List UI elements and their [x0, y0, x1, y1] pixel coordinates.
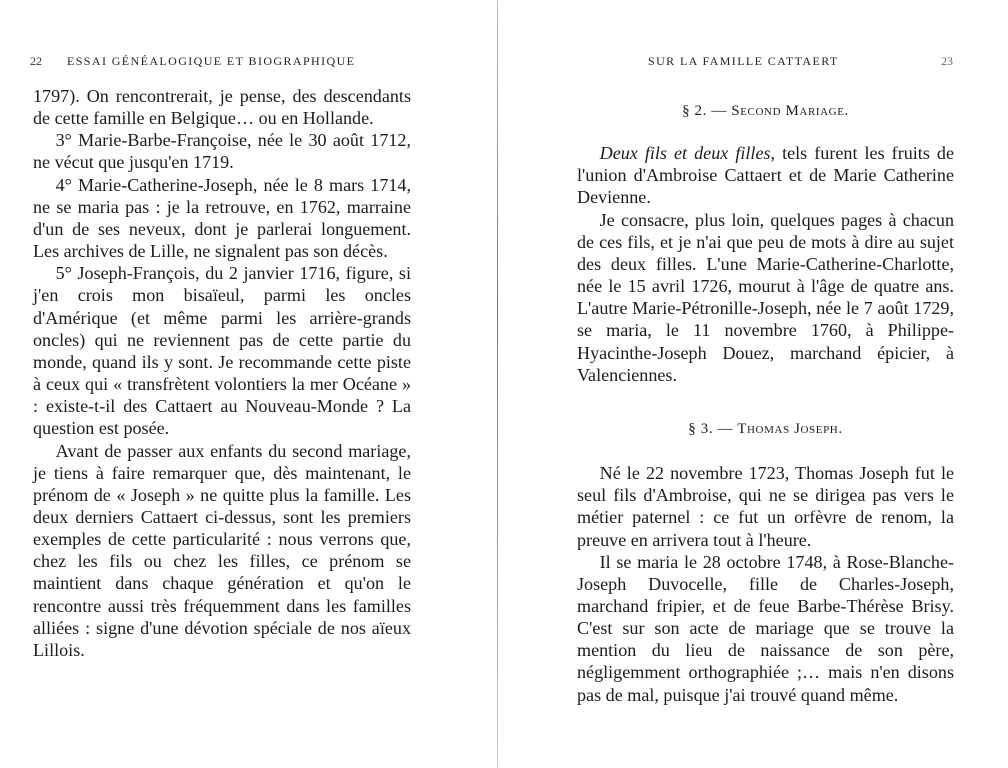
- left-running-head: ESSAI GÉNÉALOGIQUE ET BIOGRAPHIQUE: [67, 54, 356, 68]
- left-body-text: [33, 85, 411, 661]
- section-2-paragraph: Je consacre, plus loin, quelques pages à chacun de ces fils, et je n'ai que peu de mots à dire au sujet des deux filles. L'une Marie-Catherine-Charlotte, née le 15 avril 1726, mourut à l'âge de quatre ans. L'autre Marie-Pétronille-Joseph, née le 7 août 1729, se maria, le 11 novembre 1760, à Philippe-Hyacinthe-Joseph Douez, marchand épicier, à Valenciennes.: [577, 209, 954, 385]
- section-3-paragraph-2: Il se maria le 28 octobre 1748, à Rose-Blanche-Joseph Duvocelle, fille de Charles-Joseph, marchand fripier, et de feue Barbe-Thérèse Brisy. C'est sur son acte de mariage que se trouve la mention du lieu de naissance de son père, négligemment orthographiée ;… mais n'en disons pas de mal, puisque j'ai trouvé quand même.: [577, 551, 954, 705]
- left-page-number: 22: [30, 54, 42, 68]
- section-2-intro-italic: Deux fils et deux filles: [599, 143, 771, 164]
- right-running-head: SUR LA FAMILLE CATTAERT: [648, 54, 839, 68]
- section-2-intro-rest: , tels furent les fruits de l'union d'Ambroise Cattaert et de Marie Catherine Devienne.: [577, 143, 954, 208]
- section-2-intro: [577, 142, 954, 208]
- left-paragraph-2: 3° Marie-Barbe-Françoise, née le 30 août 1712, ne vécut que jusqu'en 1719.: [33, 130, 411, 173]
- section-heading-second-mariage: § 2. — Second Mariage.: [682, 103, 849, 119]
- right-body-text: [577, 100, 954, 706]
- right-page: [498, 0, 1008, 768]
- section-heading-thomas-joseph: § 3. — Thomas Joseph.: [688, 420, 843, 437]
- left-paragraph-5: Avant de passer aux enfants du second mariage, je tiens à faire remarquer que, dès maintenant, le prénom de « Joseph » ne quitte plus la famille. Les deux derniers Cattaert ci-dessus, sont les premiers exemples de cette particularité : nous verrons que, chez les fils ou chez les filles, ce prénom se maintient dans chaque génération et qu'on le rencontre aussi très fréquemment dans les familles alliées : signe d'une dévotion spéciale de nos aïeux Lillois.: [33, 440, 411, 660]
- left-page: [0, 0, 497, 768]
- left-paragraph-1: 1797). On rencontrerait, je pense, des descendants de cette famille en Belgique… ou en Hollande.: [33, 86, 411, 129]
- section-3-paragraph-1: Né le 22 novembre 1723, Thomas Joseph fut le seul fils d'Ambroise, qui ne se dirigea pas vers le métier paternel : ce fut un orfèvre de renom, la preuve en arrivera tout à l'heure.: [577, 463, 954, 550]
- right-page-number: 23: [941, 54, 953, 68]
- left-paragraph-4: 5° Joseph-François, du 2 janvier 1716, figure, si j'en crois mon bisaïeul, parmi les oncles d'Amérique (et même parmi les arrière-grands oncles) qui ne reviennent pas de cette partie du monde, quand ils y sont. Je recommande cette piste à ceux qui « transfrètent volontiers la mer Océane » : existe-t-il des Cattaert au Nouveau-Monde ? La question est posée.: [33, 263, 411, 439]
- left-paragraph-3: 4° Marie-Catherine-Joseph, née le 8 mars 1714, ne se maria pas : je la retrouve, en 1762, marraine d'un de ses neveux, dont je parlerai longuement. Les archives de Lille, ne signalent pas son décès.: [33, 174, 411, 262]
